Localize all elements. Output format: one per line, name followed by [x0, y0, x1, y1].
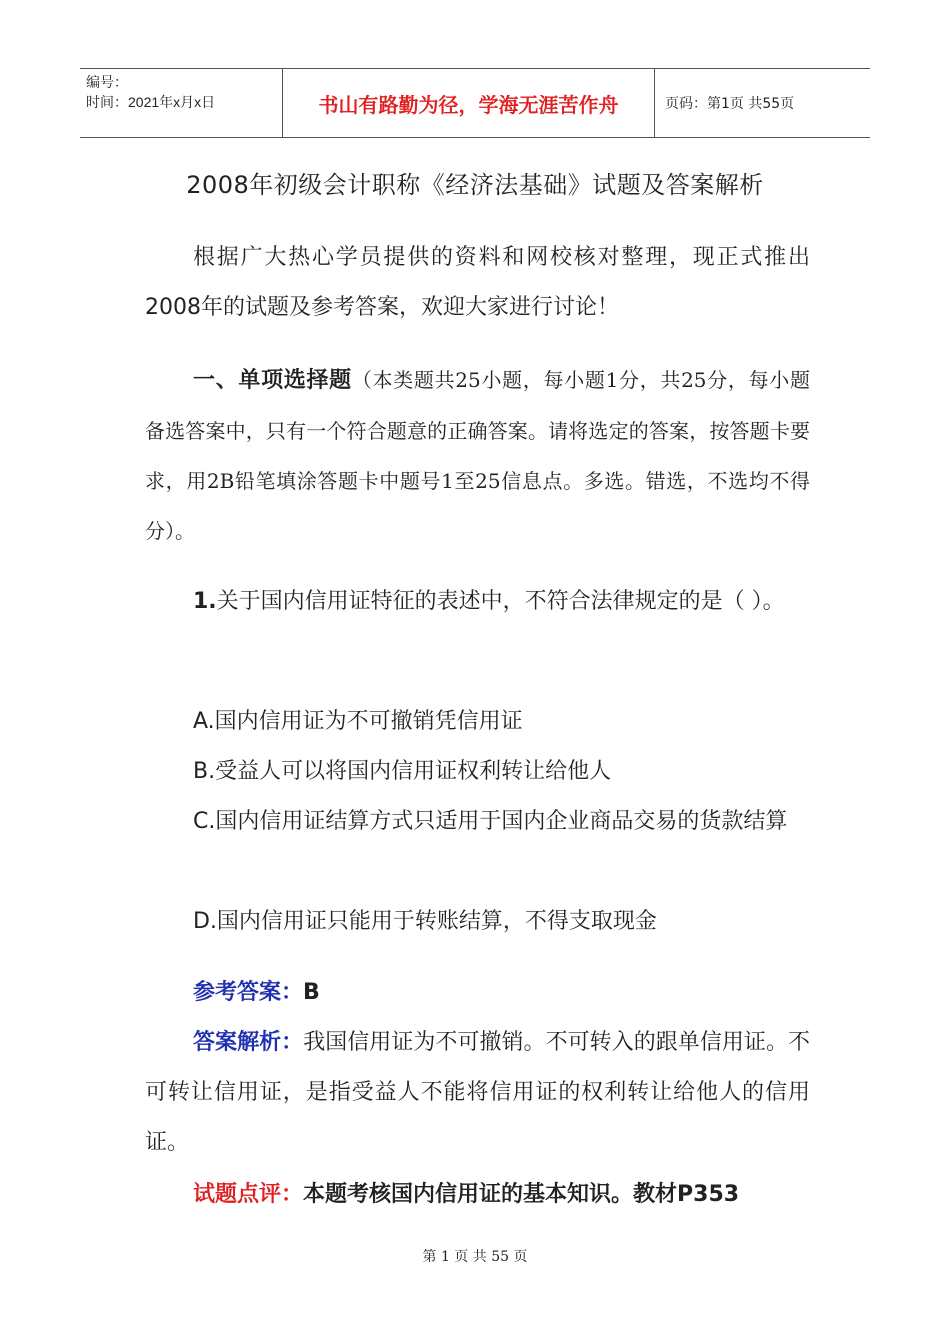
- page-header: [80, 68, 870, 138]
- explanation-text: 我国信用证为不可撤销。不可转入的跟单信用证。不可转让信用证，是指受益人不能将信用证的权利转让给他人的信用证。: [145, 1030, 810, 1155]
- question-paragraph: [145, 577, 810, 627]
- question-number: 1.: [193, 589, 217, 614]
- option-c: C.国内信用证结算方式只适用于国内企业商品交易的货款结算: [193, 809, 788, 834]
- page-footer: 第 1 页 共 55 页: [422, 1249, 528, 1265]
- review-paragraph: [145, 1170, 810, 1220]
- answer-paragraph: [145, 968, 810, 1018]
- section-instructions: （本类题共25小题，每小题1分，共25分，每小题备选答案中，只有一个符合题意的正确答案。请将选定的答案，按答题卡要求，用2B铅笔填涂答题卡中题号1至25信息点。多选。错选，不选均不得分）。: [145, 368, 810, 543]
- header-meta: [80, 69, 282, 137]
- header-page-info: 页码：第1页 共55页: [665, 96, 795, 112]
- review-text: 本题考核国内信用证的基本知识。教材P353: [303, 1182, 740, 1207]
- explanation-label: 答案解析：: [193, 1030, 304, 1055]
- document-title: 2008年初级会计职称《经济法基础》试题及答案解析: [186, 171, 764, 199]
- question-text: 关于国内信用证特征的表述中，不符合法律规定的是（ ）。: [216, 589, 785, 614]
- option-a: A.国内信用证为不可撤销凭信用证: [193, 709, 523, 734]
- answer-label: 参考答案：: [193, 980, 304, 1005]
- serial-label: 编号：: [86, 74, 128, 90]
- option-b: B.受益人可以将国内信用证权利转让给他人: [193, 759, 612, 784]
- review-label: 试题点评：: [193, 1182, 304, 1207]
- date-label: 时间：2021年x月x日: [86, 94, 216, 110]
- answer-value: B: [303, 980, 320, 1005]
- explanation-paragraph: [145, 1018, 810, 1168]
- option-d: D.国内信用证只能用于转账结算，不得支取现金: [193, 909, 657, 934]
- section-heading: 一、单项选择题: [193, 368, 352, 393]
- section-paragraph: [145, 355, 810, 556]
- header-motto: 书山有路勤为径，学海无涯苦作舟: [282, 69, 655, 137]
- intro-paragraph: 根据广大热心学员提供的资料和网校核对整理，现正式推出2008年的试题及参考答案，欢迎大家进行讨论！: [145, 245, 810, 320]
